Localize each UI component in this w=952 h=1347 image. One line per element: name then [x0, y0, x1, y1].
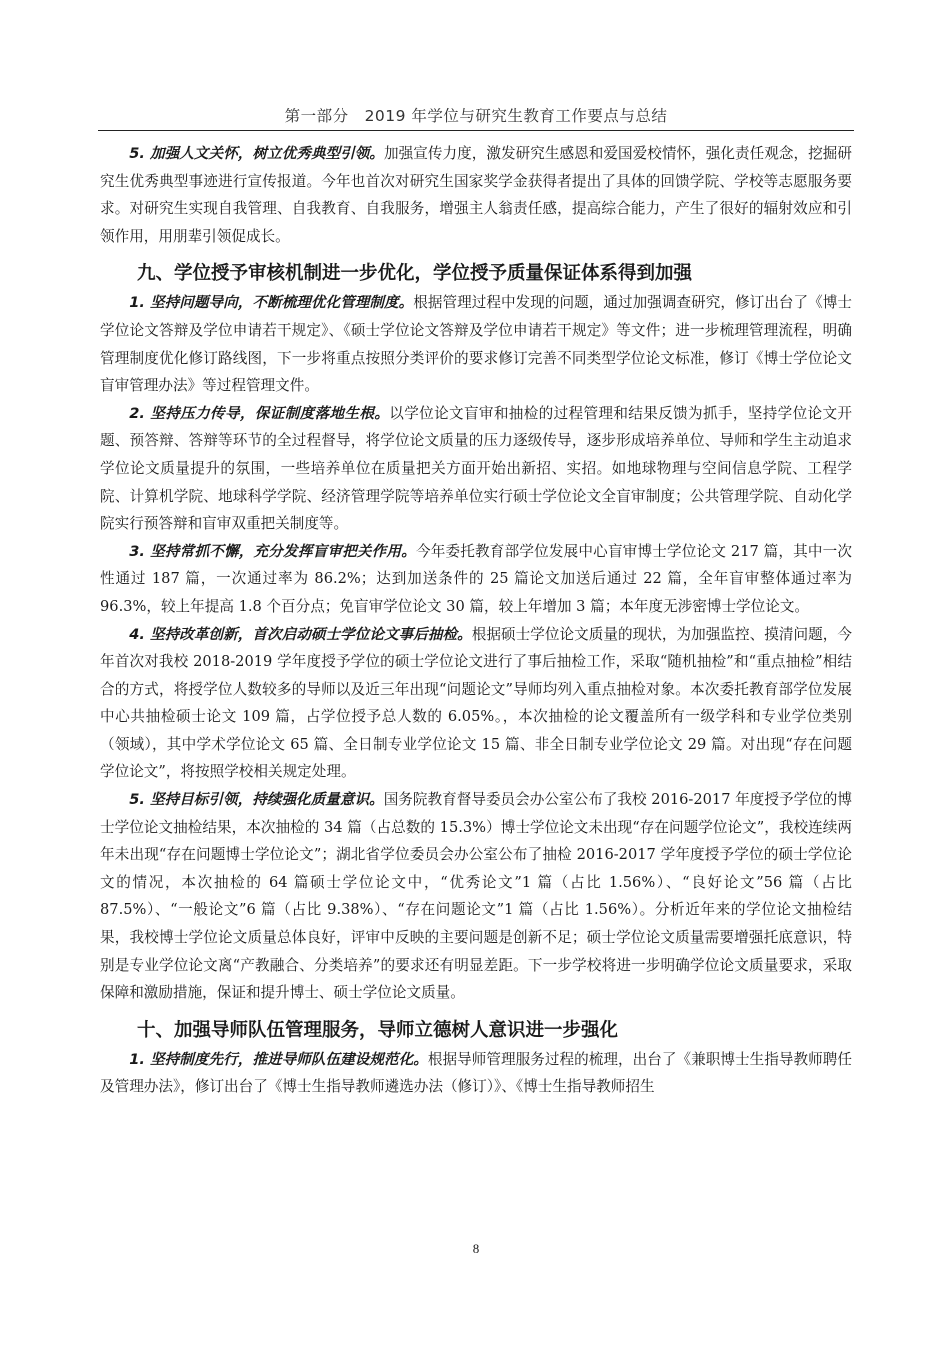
paragraph-lead: 1. 坚持问题导向，不断梳理优化管理制度。 — [129, 294, 414, 312]
paragraph-lead: 1. 坚持制度先行，推进导师队伍建设规范化。 — [129, 1050, 428, 1068]
paragraph-text: 国务院教育督导委员会办公室公布了我校 2016-2017 年度授予学位的博士学位论文抽检结果，本次抽检的 34 篇（占总数的 15.3%）博士学位论文未出现“存在问题学位论文”，我校连续两年未出现“存在问题博士学位论文”；湖北省学位委员会办公室公布了抽检 2016-2017 学年度授予学位的硕士学位论文的情况，本次抽检的 64 篇硕士学位论文中，“优秀论文”1 篇（占比 1.56%）、“良好论文”56 篇（占比 87.5%）、“一般论文”6 篇（占比 9.38%）、“存在问题论文”1 篇（占比 1.56%）。分析近年来的学位论文抽检结果，我校博士学位论文质量总体良好，评审中反映的主要问题是创新不足；硕士学位论文质量需要增强托底意识，特别是专业学位论文离“产教融合、分类培养”的要求还有明显差距。下一步学校将进一步明确学位论文质量要求，采取保障和激励措施，保证和提升博士、硕士学位论文质量。 — [100, 791, 852, 1002]
document-body — [100, 140, 852, 1101]
paragraph-spot-check — [100, 621, 852, 787]
paragraph-blind-review — [100, 538, 852, 621]
paragraph-quality-awareness — [100, 786, 852, 1007]
paragraph-lead: 2. 坚持压力传导，保证制度落地生根。 — [129, 404, 390, 422]
running-header: 第一部分 2019 年学位与研究生教育工作要点与总结 — [284, 107, 668, 125]
paragraph-pressure-transfer — [100, 400, 852, 538]
paragraph-supervisor-system — [100, 1046, 852, 1101]
header-rule — [98, 130, 854, 131]
paragraph-lead: 5. 坚持目标引领，持续强化质量意识。 — [129, 791, 384, 809]
paragraph-lead: 5. 加强人文关怀，树立优秀典型引领。 — [129, 145, 385, 162]
paragraph-lead: 4. 坚持改革创新，首次启动硕士学位论文事后抽检。 — [129, 625, 472, 643]
paragraph-text: 以学位论文盲审和抽检的过程管理和结果反馈为抓手，坚持学位论文开题、预答辩、答辩等环节的全过程督导，将学位论文质量的压力逐级传导，逐步形成培养单位、导师和学生主动追求学位论文质量提升的氛围，一些培养单位在质量把关方面开始出新招、实招。如地球物理与空间信息学院、工程学院、计算机学院、地球科学学院、经济管理学院等培养单位实行硕士学位论文全盲审制度；公共管理学院、自动化学院实行预答辩和盲审双重把关制度等。 — [100, 404, 852, 533]
paragraph-humanistic-care — [100, 140, 852, 250]
paragraph-text: 根据导师管理服务过程的梳理，出台了《兼职博士生指导教师聘任及管理办法》，修订出台了《博士生指导教师遴选办法（修订）》、《博士生指导教师招生 — [100, 1050, 852, 1096]
page-number: 8 — [472, 1241, 480, 1256]
paragraph-problem-oriented — [100, 289, 852, 399]
paragraph-text: 根据管理过程中发现的问题，通过加强调查研究，修订出台了《博士学位论文答辩及学位申请若干规定》、《硕士学位论文答辩及学位申请若干规定》等文件；进一步梳理管理流程，明确管理制度优化修订路线图，下一步将重点按照分类评价的要求修订完善不同类型学位论文标准，修订《博士学位论文盲审管理办法》等过程管理文件。 — [100, 294, 852, 395]
paragraph-text: 今年委托教育部学位发展中心盲审博士学位论文 217 篇，其中一次性通过 187 篇，一次通过率为 86.2%；达到加送条件的 25 篇论文加送后通过 22 篇，全年盲审整体通过率为 96.3%，较上年提高 1.8 个百分点；免盲审学位论文 30 篇，较上年增加 3 篇；本年度无涉密博士学位论文。 — [100, 542, 853, 615]
paragraph-text: 根据硕士学位论文质量的现状，为加强监控、摸清问题，今年首次对我校 2018-2019 学年度授予学位的硕士学位论文进行了事后抽检工作，采取“随机抽检”和“重点抽检”相结合的方式，将授学位人数较多的导师以及近三年出现“问题论文”导师均列入重点抽检对象。本次委托教育部学位发展中心共抽检硕士论文 109 篇，占学位授予总人数的 6.05%。，本次抽检的论文覆盖所有一级学科和专业学位类别（领域），其中学术学位论文 65 篇、全日制专业学位论文 15 篇、非全日制专业学位论文 29 篇。对出现“存在问题学位论文”，将按照学校相关规定处理。 — [100, 625, 852, 781]
paragraph-lead: 3. 坚持常抓不懈，充分发挥盲审把关作用。 — [129, 542, 416, 560]
section-heading-9: 九、学位授予审核机制进一步优化，学位授予质量保证体系得到加强 — [137, 263, 693, 285]
section-heading-10: 十、加强导师队伍管理服务，导师立德树人意识进一步强化 — [137, 1019, 619, 1041]
paragraph-text: 加强宣传力度，激发研究生感恩和爱国爱校情怀，强化责任观念，挖掘研究生优秀典型事迹进行宣传报道。今年也首次对研究生国家奖学金获得者提出了具体的回馈学院、学校等志愿服务要求。对研究生实现自我管理、自我教育、自我服务，增强主人翁责任感，提高综合能力，产生了很好的辐射效应和引领作用，用朋辈引领促成长。 — [100, 145, 852, 245]
